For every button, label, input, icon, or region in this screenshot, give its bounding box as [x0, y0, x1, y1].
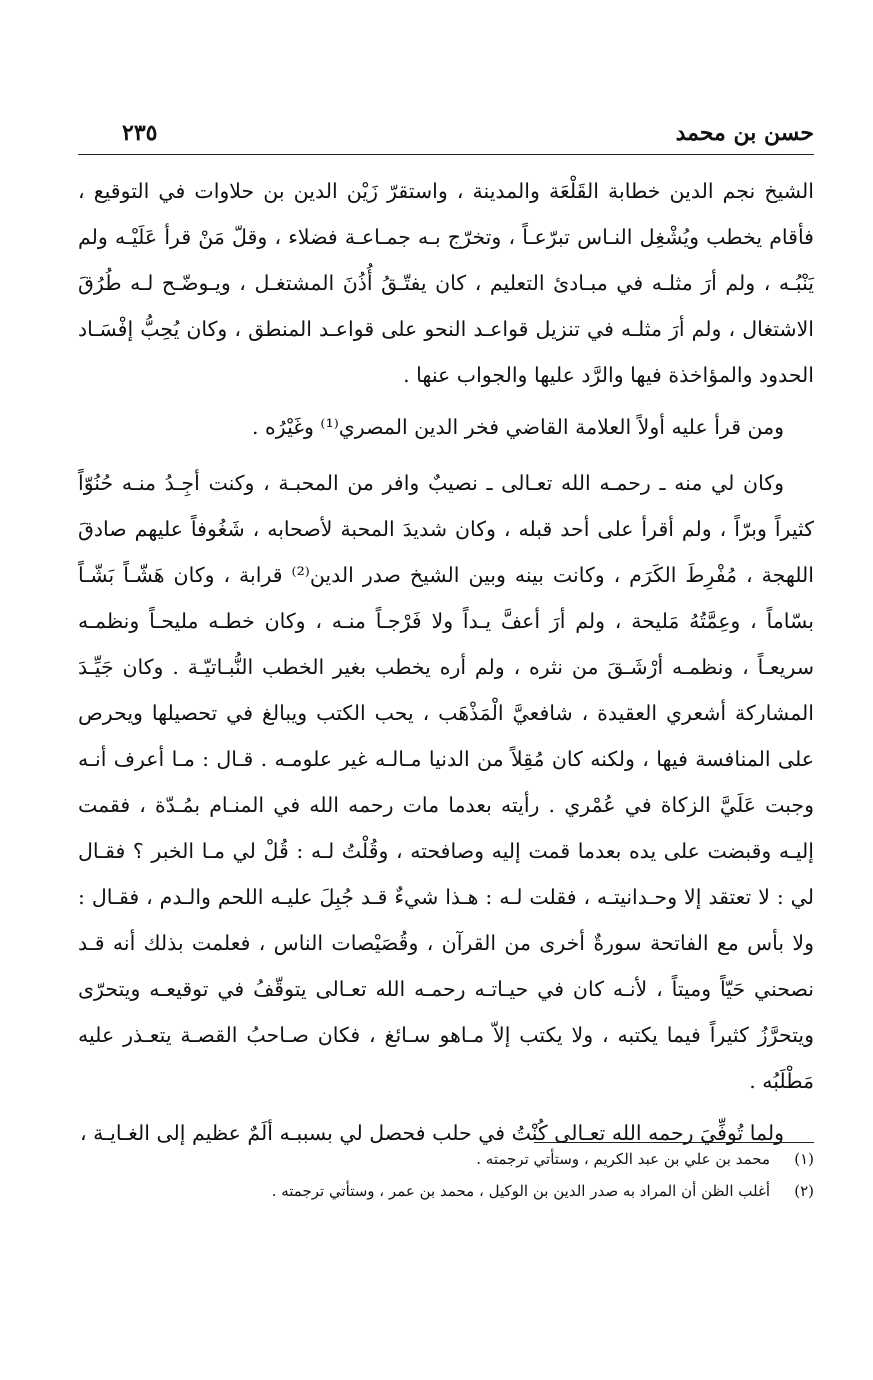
- footnote-number: (١): [794, 1150, 814, 1168]
- paragraph-1: الشيخ نجم الدين خطابة القَلْعَة والمدينة ، واستقرّ زَيْن الدين بن حلاوات في التوقيع ، فأقام يخطب ويُشْغِل النـاس تبرّعـاً ، وتخرّج بـه جمـاعـة فضلاء ، وقلّ مَنْ قرأ عَلَيْـه ولم يَنْبُـه ، ولم أرَ مثلـه في مبـادئ التعليم ، كان يفتّـقُ أُذُنَ المشتغـل ، ويـوضّـح لـه طُرُقَ الاشتغال ، ولم أرَ مثلـه في تنزيل قواعـد النحو على قواعـد المنطق ، وكان يُحِبُّ إفْسَـاد الحدود والمؤاخذة فيها والرَّد عليها والجواب عنها .: [78, 179, 814, 387]
- footnote-number: (٢): [794, 1182, 814, 1200]
- main-text: [78, 168, 814, 1156]
- running-header: [78, 114, 814, 155]
- running-title: حسن بن محمد: [675, 120, 814, 146]
- paragraph-4: ولما تُوفِّيَ رحمه الله تعـالى كُنْتُ في حلب فحصل لي بسببـه ألَمٌ عظيم إلى الغـايـة ،: [80, 1121, 784, 1145]
- paragraph-3: وكان لي منه ـ رحمـه الله تعـالى ـ نصيبٌ وافر من المحبـة ، وكنت أجِـدُ منـه حُنُوّاً كثيراً وبرّاً ، ولم أقرأ على أحد قبله ، وكان شديدَ المحبة لأصحابه ، شَغُوفاً عليهم صادقَ اللهجة ، مُفْرِطَ الكَرَم ، وكانت بينه وبين الشيخ صدر الدين⁽²⁾ قرابة ، وكان هَشّـاً بَشّـاً بسّاماً ، وعِمَّتُهُ مَليحة ، ولم أرَ أعفَّ يـداً ولا فَرْجـاً منـه ، وكان خطـه مليحـاً ونظمـه سريعـاً ، ونظمـه أرْشَـقَ من نثره ، ولم أره يخطب بغير الخطب النُّبـاتيّـة . وكان جَيِّـدَ المشاركة أشعري العقيدة ، شافعيَّ الْمَذْهَب ، يحب الكتب ويبالغ في تحصيلها ويحرص على المنافسة فيها ، ولكنه كان مُقِلاً من الدنيا مـالـه غير علومـه . قـال : مـا أعرف أنـه وجبت عَلَيَّ الزكاة في عُمْري . رأيته بعدما مات رحمه الله في المنـام بمُـدّة ، فقمت إليـه وقبضت على يده بعدما قمت إليه وصافحته ، وقُلْتُ لـه : قُلْ لي مـا الخبر ؟ فقـال لي : لا تعتقد إلا وحـدانيتـه ، فقلت لـه : هـذا شيءٌ قـد جُبِلَ عليـه اللحم والـدم ، فقـال : ولا بأس مع الفاتحة سورةٌ أخرى من القرآن ، وقُصَيْصات الناس ، فعلمت بذلك أنه قـد نصحني حَيّاً وميتاً ، لأنـه كان في حيـاتـه رحمـه الله تعـالى يتوقّفُ في توقيعـه ويتحرّى ويتحرَّزُ كثيراً فيما يكتبه ، ولا يكتب إلاّ مـاهو سـائغ ، فكان صـاحبُ القصـة يتعـذر عليه مَطْلَبُه .: [78, 471, 815, 1093]
- paragraph-2: ومن قرأ عليه أولاً العلامة القاضي فخر الدين المصري⁽¹⁾ وغَيْرُه .: [252, 415, 784, 439]
- footnotes: [78, 1142, 814, 1207]
- footnote-text: محمد بن علي بن عبد الكريم ، وستأتي ترجمته .: [476, 1150, 770, 1168]
- footnote-1: [78, 1143, 814, 1175]
- footnote-2: [78, 1175, 814, 1207]
- page-number: ٢٣٥: [122, 120, 158, 146]
- footnote-text: أغلب الظن أن المراد به صدر الدين بن الوكيل ، محمد بن عمر ، وستأتي ترجمته .: [271, 1182, 770, 1200]
